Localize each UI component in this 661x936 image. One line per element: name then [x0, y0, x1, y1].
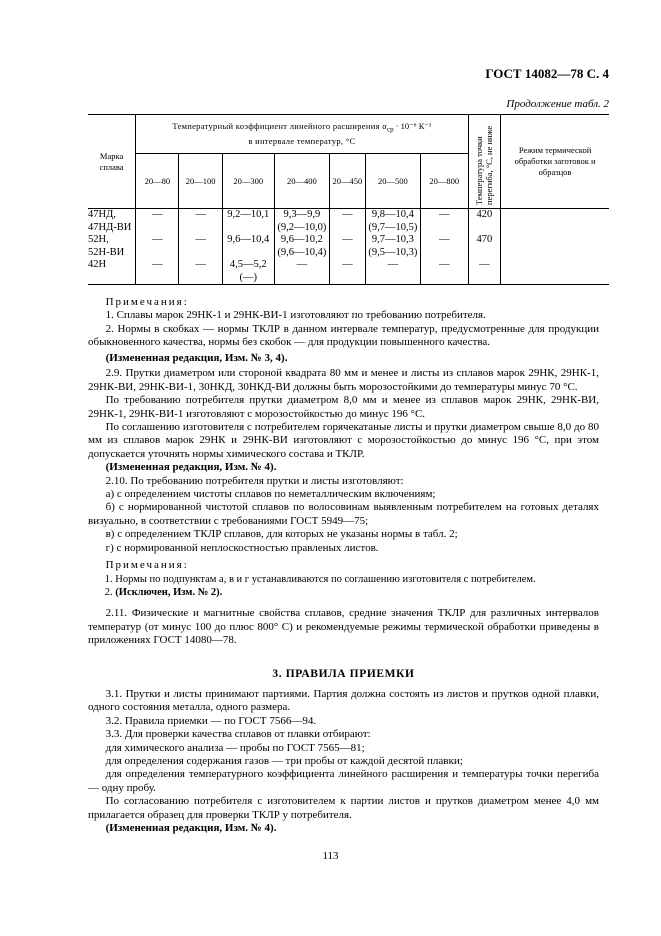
column-header-heat-treatment: Режим термической обработки заготовок и образцов	[501, 115, 609, 209]
tclr-value-cell: —	[330, 234, 366, 259]
paragraph-2-10: 2.10. По требованию потребителя прутки и листы изготовляют:	[105, 474, 404, 487]
list-item: г) с нормированной неплоскостностью правленых листов.	[105, 541, 379, 554]
paragraph-3-3: 3.3. Для проверки качества сплавов от плавки отбирают:	[105, 728, 371, 741]
range-header: 20—400	[274, 154, 329, 209]
table-body	[88, 209, 609, 285]
paragraph-3-2: 3.2. Правила приемки — по ГОСТ 7566—94.	[105, 714, 317, 727]
table-row	[88, 209, 609, 235]
column-header-bend-temperature: Температура точки перегиба, °С, не ниже	[468, 115, 500, 209]
range-header: 20—800	[420, 154, 468, 209]
tclr-value-cell: —	[136, 234, 179, 259]
section-heading: 3. ПРАВИЛА ПРИЕМКИ	[272, 668, 415, 680]
list-item: для химического анализа — пробы по ГОСТ 7565—81;	[105, 741, 365, 754]
document-reference: ГОСТ 14082—78 С. 4	[485, 66, 609, 81]
tclr-value-cell: 9,8—10,4 (9,7—10,5)	[365, 209, 420, 235]
tclr-value-cell: —	[420, 234, 468, 259]
list-item: в) с определением ТКЛР сплавов, для которых не указаны нормы в табл. 2;	[105, 528, 458, 541]
notes-title: Примечания:	[105, 559, 189, 572]
brand-name	[88, 272, 135, 285]
heat-treatment-cell	[501, 234, 609, 259]
tclr-value-cell: 9,6—10,4	[222, 234, 274, 259]
table-row	[88, 234, 609, 259]
list-item: а) с определением чистоты сплавов по неметаллическим включениям;	[105, 488, 436, 501]
tclr-value-cell: —	[420, 209, 468, 235]
range-header: 20—450	[330, 154, 366, 209]
list-item: для определения температурного коэффициента линейного расширения и температуры точки перегиба — одну пробу.	[88, 768, 599, 794]
edit-note: (Измененная редакция, Изм. № 3, 4).	[105, 352, 288, 364]
alloy-properties-table	[88, 114, 609, 285]
heat-treatment-cell	[501, 259, 609, 285]
brand-cell	[88, 234, 136, 259]
bend-temperature-cell: —	[468, 259, 500, 285]
tclr-value-cell: 9,6—10,2 (9,6—10,4)	[274, 234, 329, 259]
column-header-brand: Марка сплава	[88, 115, 136, 209]
bend-temperature-cell: 470	[468, 234, 500, 259]
paragraph: По соглашению изготовителя с потребителем горячекатаные листы и прутки диаметром свыше 8,0 до 80 мм из сплавов марок 29НК и 29НК-ВИ изготовляют с морозостойкостью до минус 196 °С, при этом допускается уточнять нормы химического состава и ТКЛР.	[88, 421, 599, 460]
paragraph-2-9: 2.9. Прутки диаметром или стороной квадрата 80 мм и менее и листы из сплавов марок 29НК, 29НК-1, 29НК-ВИ, 29НК-ВИ-1, 30НКД, 30НКД-ВИ должны быть морозостойкими до температуры минус 70 °С.	[88, 367, 599, 393]
edit-note: (Измененная редакция, Изм. № 4).	[105, 822, 277, 835]
tclr-value-cell: —	[330, 259, 366, 285]
tclr-value-cell: —	[136, 209, 179, 235]
table-row	[88, 259, 609, 285]
paragraph: По требованию потребителя прутки диаметром 8,0 мм и менее из сплавов марок 29НК, 29НК-ВИ, 29НК-1, 29НК-ВИ-1 изготовляют с морозостойкостью до минус 196 °С.	[88, 394, 599, 420]
tclr-value-cell: —	[420, 259, 468, 285]
range-header: 20—80	[136, 154, 179, 209]
brand-cell	[88, 209, 136, 235]
bend-temperature-cell: 420	[468, 209, 500, 235]
table-continuation-label: Продолжение табл. 2	[506, 98, 609, 110]
tclr-value-cell: —	[274, 259, 329, 285]
note-item: 2. Нормы в скобках — нормы ТКЛР в данном интервале температур, предусмотренные для продукции обыкновенного качества, нормы без скобок — для продукции повышенного качества.	[88, 322, 599, 349]
tclr-value-cell: —	[179, 259, 222, 285]
tclr-value-cell: 9,2—10,1	[222, 209, 274, 235]
section-3-text	[88, 688, 599, 835]
range-header: 20—300	[222, 154, 274, 209]
paragraph: По согласованию потребителя с изготовителем к партии листов и прутков диаметром менее 4,0 мм прилагается образец для проверки ТКЛР у потребителя.	[88, 795, 599, 821]
brand-name: 52Н-ВИ	[88, 246, 125, 258]
page-number: 113	[322, 850, 339, 862]
tclr-value-cell: —	[179, 209, 222, 235]
note-item: 1. Сплавы марок 29НК-1 и 29НК-ВИ-1 изготовляют по требованию потребителя.	[105, 309, 486, 322]
paragraph-2-11: 2.11. Физические и магнитные свойства сплавов, средние значения ТКЛР для различных интервалов температур (от минус 100 до плюс 800° С) и рекомендуемые режимы термической обработки приведены в приложениях ГОСТ 14080—78.	[88, 607, 599, 647]
notes-title: Примечания:	[105, 296, 189, 308]
tclr-value-cell: 9,3—9,9 (9,2—10,0)	[274, 209, 329, 235]
range-header: 20—100	[179, 154, 222, 209]
note-item: 2. (Исключен, Изм. № 2).	[104, 586, 223, 598]
brand-name: 47НД-ВИ	[88, 221, 132, 233]
list-item: б) с нормированной чистотой сплавов по волосовинам выявленным потребителем на готовых деталях визуально, в соответствии с требованиями ГОСТ 5949—75;	[88, 501, 599, 527]
brand-cell	[88, 259, 136, 285]
tclr-value-cell: —	[136, 259, 179, 285]
notes-block	[88, 296, 599, 350]
brand-name: 42Н	[88, 259, 107, 270]
tclr-value-cell: —	[365, 259, 420, 285]
tclr-value-cell: —	[179, 234, 222, 259]
main-text	[88, 352, 599, 648]
paragraph-3-1: 3.1. Прутки и листы принимают партиями. Партия должна состоять из листов и прутков одной плавки, одного состояния металла, одного размера.	[88, 688, 599, 714]
column-header-tclr-group: Температурный коэффициент линейного расширения $\alpha_{ср} \cdot 10^{-6}$ К⁻¹ в интервале температур, °С	[136, 115, 468, 154]
list-item: для определения содержания газов — три пробы от каждой десятой плавки;	[105, 755, 463, 768]
tclr-value-cell: 4,5—5,2 (—)	[222, 259, 274, 285]
tclr-value-cell: —	[330, 209, 366, 235]
tclr-value-cell: 9,7—10,3 (9,5—10,3)	[365, 234, 420, 259]
range-header: 20—500	[365, 154, 420, 209]
heat-treatment-cell	[501, 209, 609, 235]
brand-name: 47НД,	[88, 209, 116, 220]
edit-note: (Измененная редакция, Изм. № 4).	[105, 461, 277, 474]
brand-name: 52Н,	[88, 234, 109, 245]
note-item: 1. Нормы по подпунктам а, в и г устанавливаются по соглашению изготовителя с потребителем.	[104, 573, 536, 585]
